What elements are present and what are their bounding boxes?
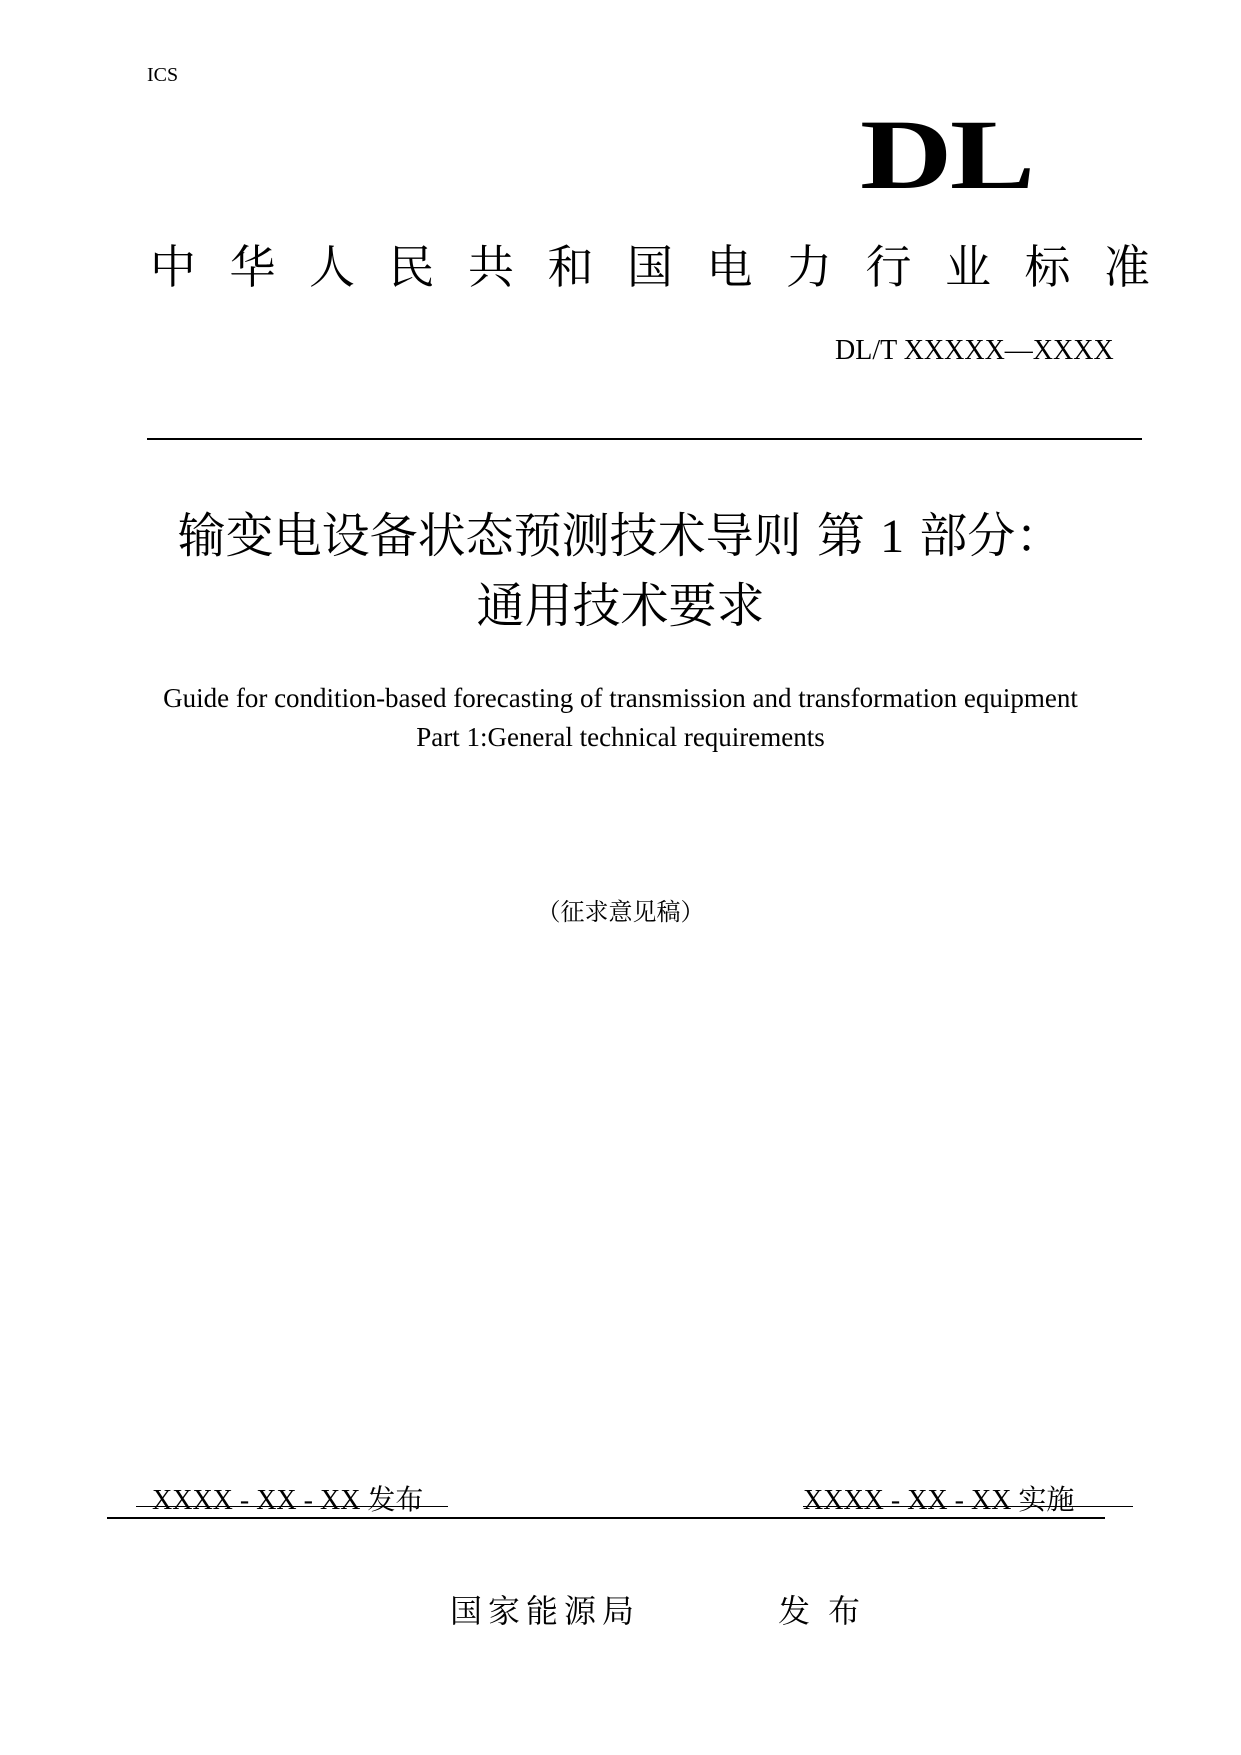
dl-logo: DL xyxy=(860,99,1033,210)
standard-name-char: 业 xyxy=(945,240,991,294)
standard-name-char: 国 xyxy=(627,240,673,294)
standard-name-char: 民 xyxy=(388,240,435,294)
title-cn-part-b: 部分： xyxy=(919,508,1064,564)
publish-label: 发布 xyxy=(778,1592,879,1630)
standard-name-char: 共 xyxy=(468,240,514,294)
standard-name-char: 行 xyxy=(865,240,912,294)
header-divider xyxy=(147,438,1142,440)
publisher-name: 国家能源局 xyxy=(450,1592,641,1630)
standard-name-char: 电 xyxy=(706,240,753,294)
title-cn-part-a: 输变电设备状态预测技术导则 第 xyxy=(177,508,865,564)
draft-label: （征求意见稿） xyxy=(536,898,705,926)
implement-date-underline xyxy=(803,1506,1133,1507)
standard-name-char: 准 xyxy=(1104,240,1150,294)
standard-name-char: 标 xyxy=(1024,240,1071,294)
title-cn-part-number: 1 xyxy=(880,510,905,563)
implement-date: XXXX - XX - XX 实施 xyxy=(803,1485,1075,1516)
standard-name xyxy=(150,240,1150,295)
issue-date: XXXX - XX - XX 发布 xyxy=(152,1485,424,1516)
standard-name-char: 力 xyxy=(786,240,832,294)
title-cn-line1 xyxy=(0,505,1241,568)
issue-date-underline xyxy=(136,1506,448,1507)
ics-label: ICS xyxy=(147,64,179,86)
footer-divider xyxy=(107,1517,1105,1519)
title-en-line1: Guide for condition-based forecasting of transmission and transformation equipment xyxy=(163,683,1078,713)
standard-name-char: 和 xyxy=(547,240,594,294)
title-cn-line2: 通用技术要求 xyxy=(476,578,765,634)
standard-code: DL/T XXXXX—XXXX xyxy=(835,335,1114,366)
standard-name-char: 中 xyxy=(150,240,196,294)
standard-name-char: 人 xyxy=(309,240,355,294)
standard-name-char: 华 xyxy=(229,240,276,294)
title-en-line2: Part 1:General technical requirements xyxy=(416,722,825,752)
